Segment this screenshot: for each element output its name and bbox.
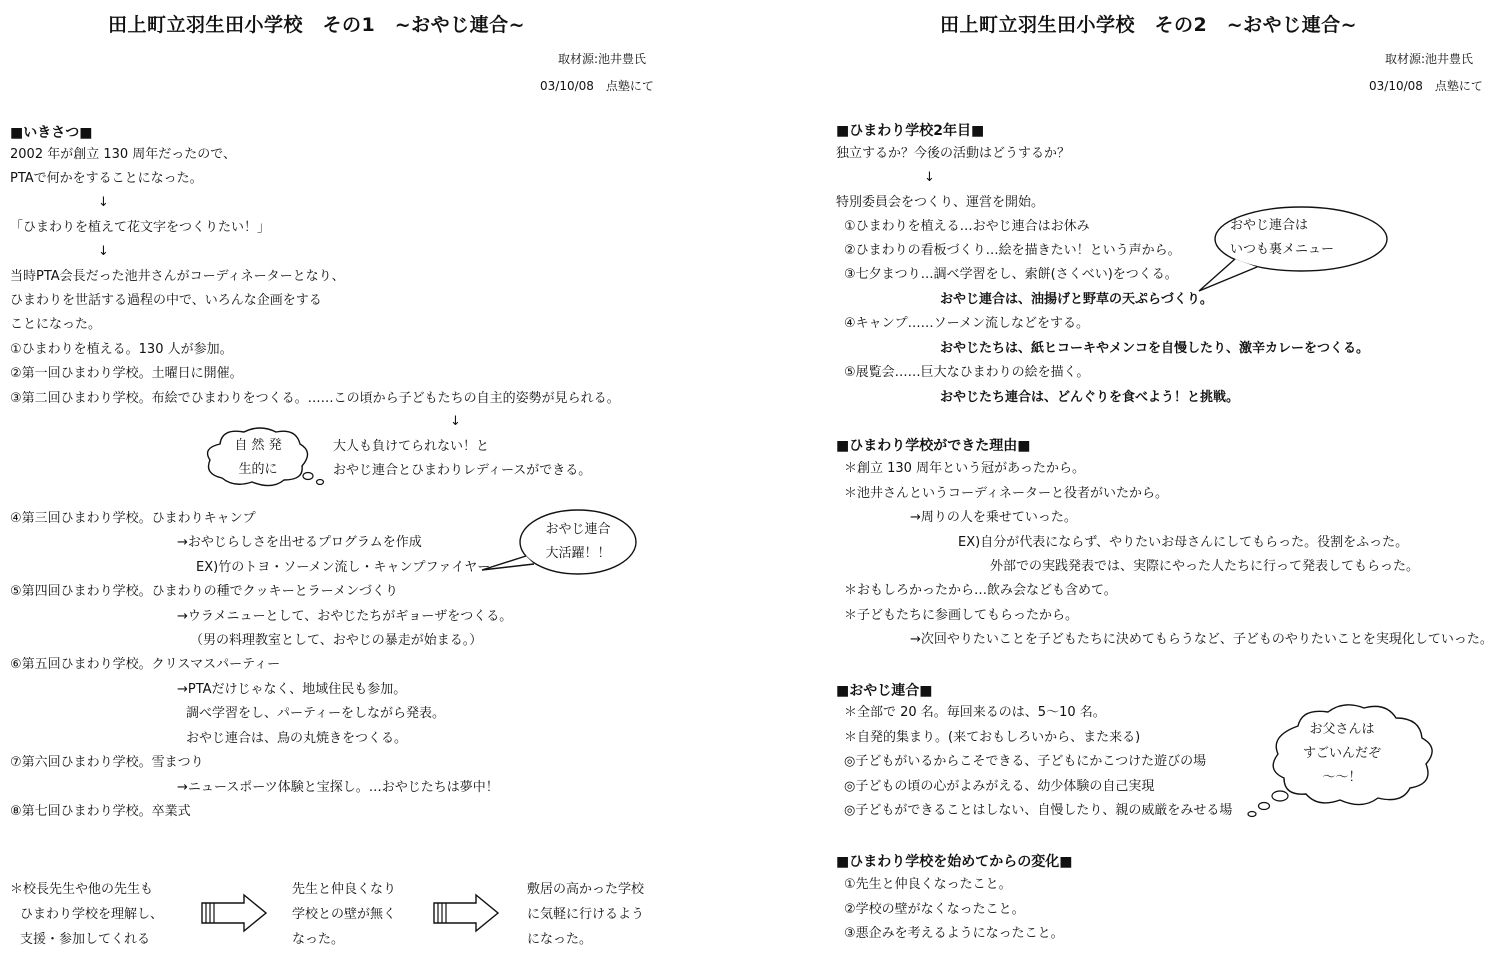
right-line: ◎子どもができることはしない、自慢したり、親の威厳をみせる場 — [844, 803, 1233, 818]
left-line: ③第二回ひまわり学校。布絵でひまわりをつくる。……この頃から子どもたちの自主的姿勢が見られる。 — [10, 391, 620, 406]
arrow-down: ↓ — [98, 195, 109, 210]
left-line: 調べ学習をし、パーティーをしながら発表。 — [186, 706, 445, 721]
left-line: ⑤第四回ひまわり学校。ひまわりの種でクッキーとラーメンづくり — [10, 584, 399, 599]
bubble-text: おやじ連合 大活躍！！ — [545, 522, 611, 561]
bubble-text: 自 然 発 生的に — [234, 438, 282, 477]
left-line: 「ひまわりを植えて花文字をつくりたい！」 — [10, 220, 271, 235]
bottom-flow-col-3: 敷居の高かった学校 に気軽に行けるよう になった。 — [527, 882, 645, 947]
left-line: ①ひまわりを植える。130 人が参加。 — [10, 342, 233, 357]
right-line: 外部での実践発表では、実際にやった人たちに行って発表してもらった。 — [990, 559, 1420, 574]
left-line: →ニュースポーツ体験と宝探し。…おやじたちは夢中！ — [177, 780, 499, 795]
left-line: →PTAだけじゃなく、地域住民も参加。 — [177, 682, 407, 697]
left-line: 2002 年が創立 130 周年だったので、 — [10, 147, 237, 162]
left-page-title: 田上町立羽生田小学校 その1 ~おやじ連合~ — [108, 14, 526, 36]
right-line: ◎子どもの頃の心がよみがえる、幼少体験の自己実現 — [844, 779, 1155, 794]
right-line: ①先生と仲良くなったこと。 — [844, 877, 1012, 892]
right-line: ＊池井さんというコーディネーターと役者がいたから。 — [844, 486, 1168, 501]
bubble-text: お父さんは すごいんだぞ ～～！ — [1302, 722, 1381, 785]
right-page-title: 田上町立羽生田小学校 その2 ~おやじ連合~ — [940, 14, 1358, 36]
right-line: ＊全部で 20 名。毎回来るのは、5～10 名。 — [844, 705, 1106, 720]
left-section-heading-background: ■いきさつ■ — [10, 125, 93, 141]
right-line: ⑤展覧会……巨大なひまわりの絵を描く。 — [844, 365, 1090, 380]
right-line: 特別委員会をつくり、運営を開始。 — [836, 195, 1045, 210]
left-date: 03/10/08 点塾にて — [540, 79, 654, 93]
block-arrow-icon — [200, 893, 270, 933]
right-line: ＊おもしろかったから…飲み会なども含めて。 — [844, 583, 1117, 598]
bubble-text: おやじ連合は いつも裏メニュー — [1230, 218, 1335, 257]
left-line: ②第一回ひまわり学校。土曜日に開催。 — [10, 366, 243, 381]
left-line: 大人も負けてられない！と — [333, 439, 490, 454]
left-line: ⑧第七回ひまわり学校。卒業式 — [10, 804, 191, 819]
right-section-heading-changes: ■ひまわり学校を始めてからの変化■ — [836, 854, 1073, 870]
arrow-down: ↓ — [924, 170, 935, 185]
right-line: ◎子どもがいるからこそできる、子どもにかこつけた遊びの場 — [844, 754, 1207, 769]
right-date: 03/10/08 点塾にて — [1369, 79, 1483, 93]
left-line: ④第三回ひまわり学校。ひまわりキャンプ — [10, 511, 256, 526]
right-line: ①ひまわりを植える…おやじ連合はお休み — [844, 219, 1090, 234]
right-line: おやじたちは、紙ヒコーキやメンコを自慢したり、激辛カレーをつくる。 — [940, 341, 1370, 356]
right-section-heading-reasons: ■ひまわり学校ができた理由■ — [836, 438, 1031, 454]
block-arrow-icon — [432, 893, 502, 933]
right-line: おやじ連合は、油揚げと野草の天ぷらづくり。 — [940, 292, 1213, 307]
right-source: 取材源:池井豊氏 — [1385, 52, 1474, 66]
right-line: ＊自発的集まり。(来ておもしろいから、また来る) — [844, 730, 1141, 745]
right-line: →次回やりたいことを子どもたちに決めてもらうなど、子どものやりたいことを実現化していった。 — [910, 632, 1493, 647]
right-line: ②学校の壁がなくなったこと。 — [844, 902, 1025, 917]
bottom-flow-col-1: ＊校長先生や他の先生も ひまわり学校を理解し、 支援・参加してくれる — [10, 882, 164, 947]
right-section-heading-year2: ■ひまわり学校2年目■ — [836, 123, 985, 139]
left-line: ⑦第六回ひまわり学校。雪まつり — [10, 755, 204, 770]
left-line: →ウラメニューとして、おやじたちがギョーザをつくる。 — [177, 609, 513, 624]
left-line: おやじ連合とひまわりレディースができる。 — [333, 463, 592, 478]
bottom-flow-col-2: 先生と仲良くなり 学校との壁が無く なった。 — [292, 882, 397, 947]
right-line: ＊創立 130 周年という冠があったから。 — [844, 461, 1085, 476]
right-line: ②ひまわりの看板づくり…絵を描きたい！という声から。 — [844, 243, 1181, 258]
left-line: 当時PTA会長だった池井さんがコーディネーターとなり、 — [10, 269, 345, 284]
left-line: ⑥第五回ひまわり学校。クリスマスパーティー — [10, 657, 281, 672]
right-line: EX)自分が代表にならず、やりたいお母さんにしてもらった。役割をふった。 — [958, 535, 1409, 550]
left-line: ことになった。 — [10, 317, 102, 332]
left-line: PTAで何かをすることになった。 — [10, 171, 203, 186]
left-line: ひまわりを世話する過程の中で、いろんな企画をする — [10, 293, 322, 308]
right-line: →周りの人を乗せていった。 — [910, 510, 1077, 525]
left-line: →おやじらしさを出せるプログラムを作成 — [177, 535, 422, 550]
right-line: おやじたち連合は、どんぐりを食べよう！と挑戦。 — [940, 390, 1240, 405]
arrow-down: ↓ — [98, 244, 109, 259]
left-line: EX)竹のトヨ・ソーメン流し・キャンプファイヤー — [196, 560, 491, 575]
arrow-down: ↓ — [450, 414, 461, 429]
right-line: ③七夕まつり…調べ学習をし、索餅(さくべい)をつくる。 — [844, 267, 1178, 282]
left-line: （男の料理教室として、おやじの暴走が始まる。） — [190, 633, 483, 648]
right-line: 独立するか？今後の活動はどうするか？ — [836, 146, 1071, 161]
right-line: ＊子どもたちに参画してもらったから。 — [844, 608, 1079, 623]
right-line: ③悪企みを考えるようになったこと。 — [844, 926, 1064, 941]
right-line: ④キャンプ……ソーメン流しなどをする。 — [844, 316, 1090, 331]
left-line: おやじ連合は、鳥の丸焼きをつくる。 — [186, 731, 408, 746]
left-source: 取材源:池井豊氏 — [558, 52, 647, 66]
right-section-heading-oyaji: ■おやじ連合■ — [836, 683, 933, 699]
